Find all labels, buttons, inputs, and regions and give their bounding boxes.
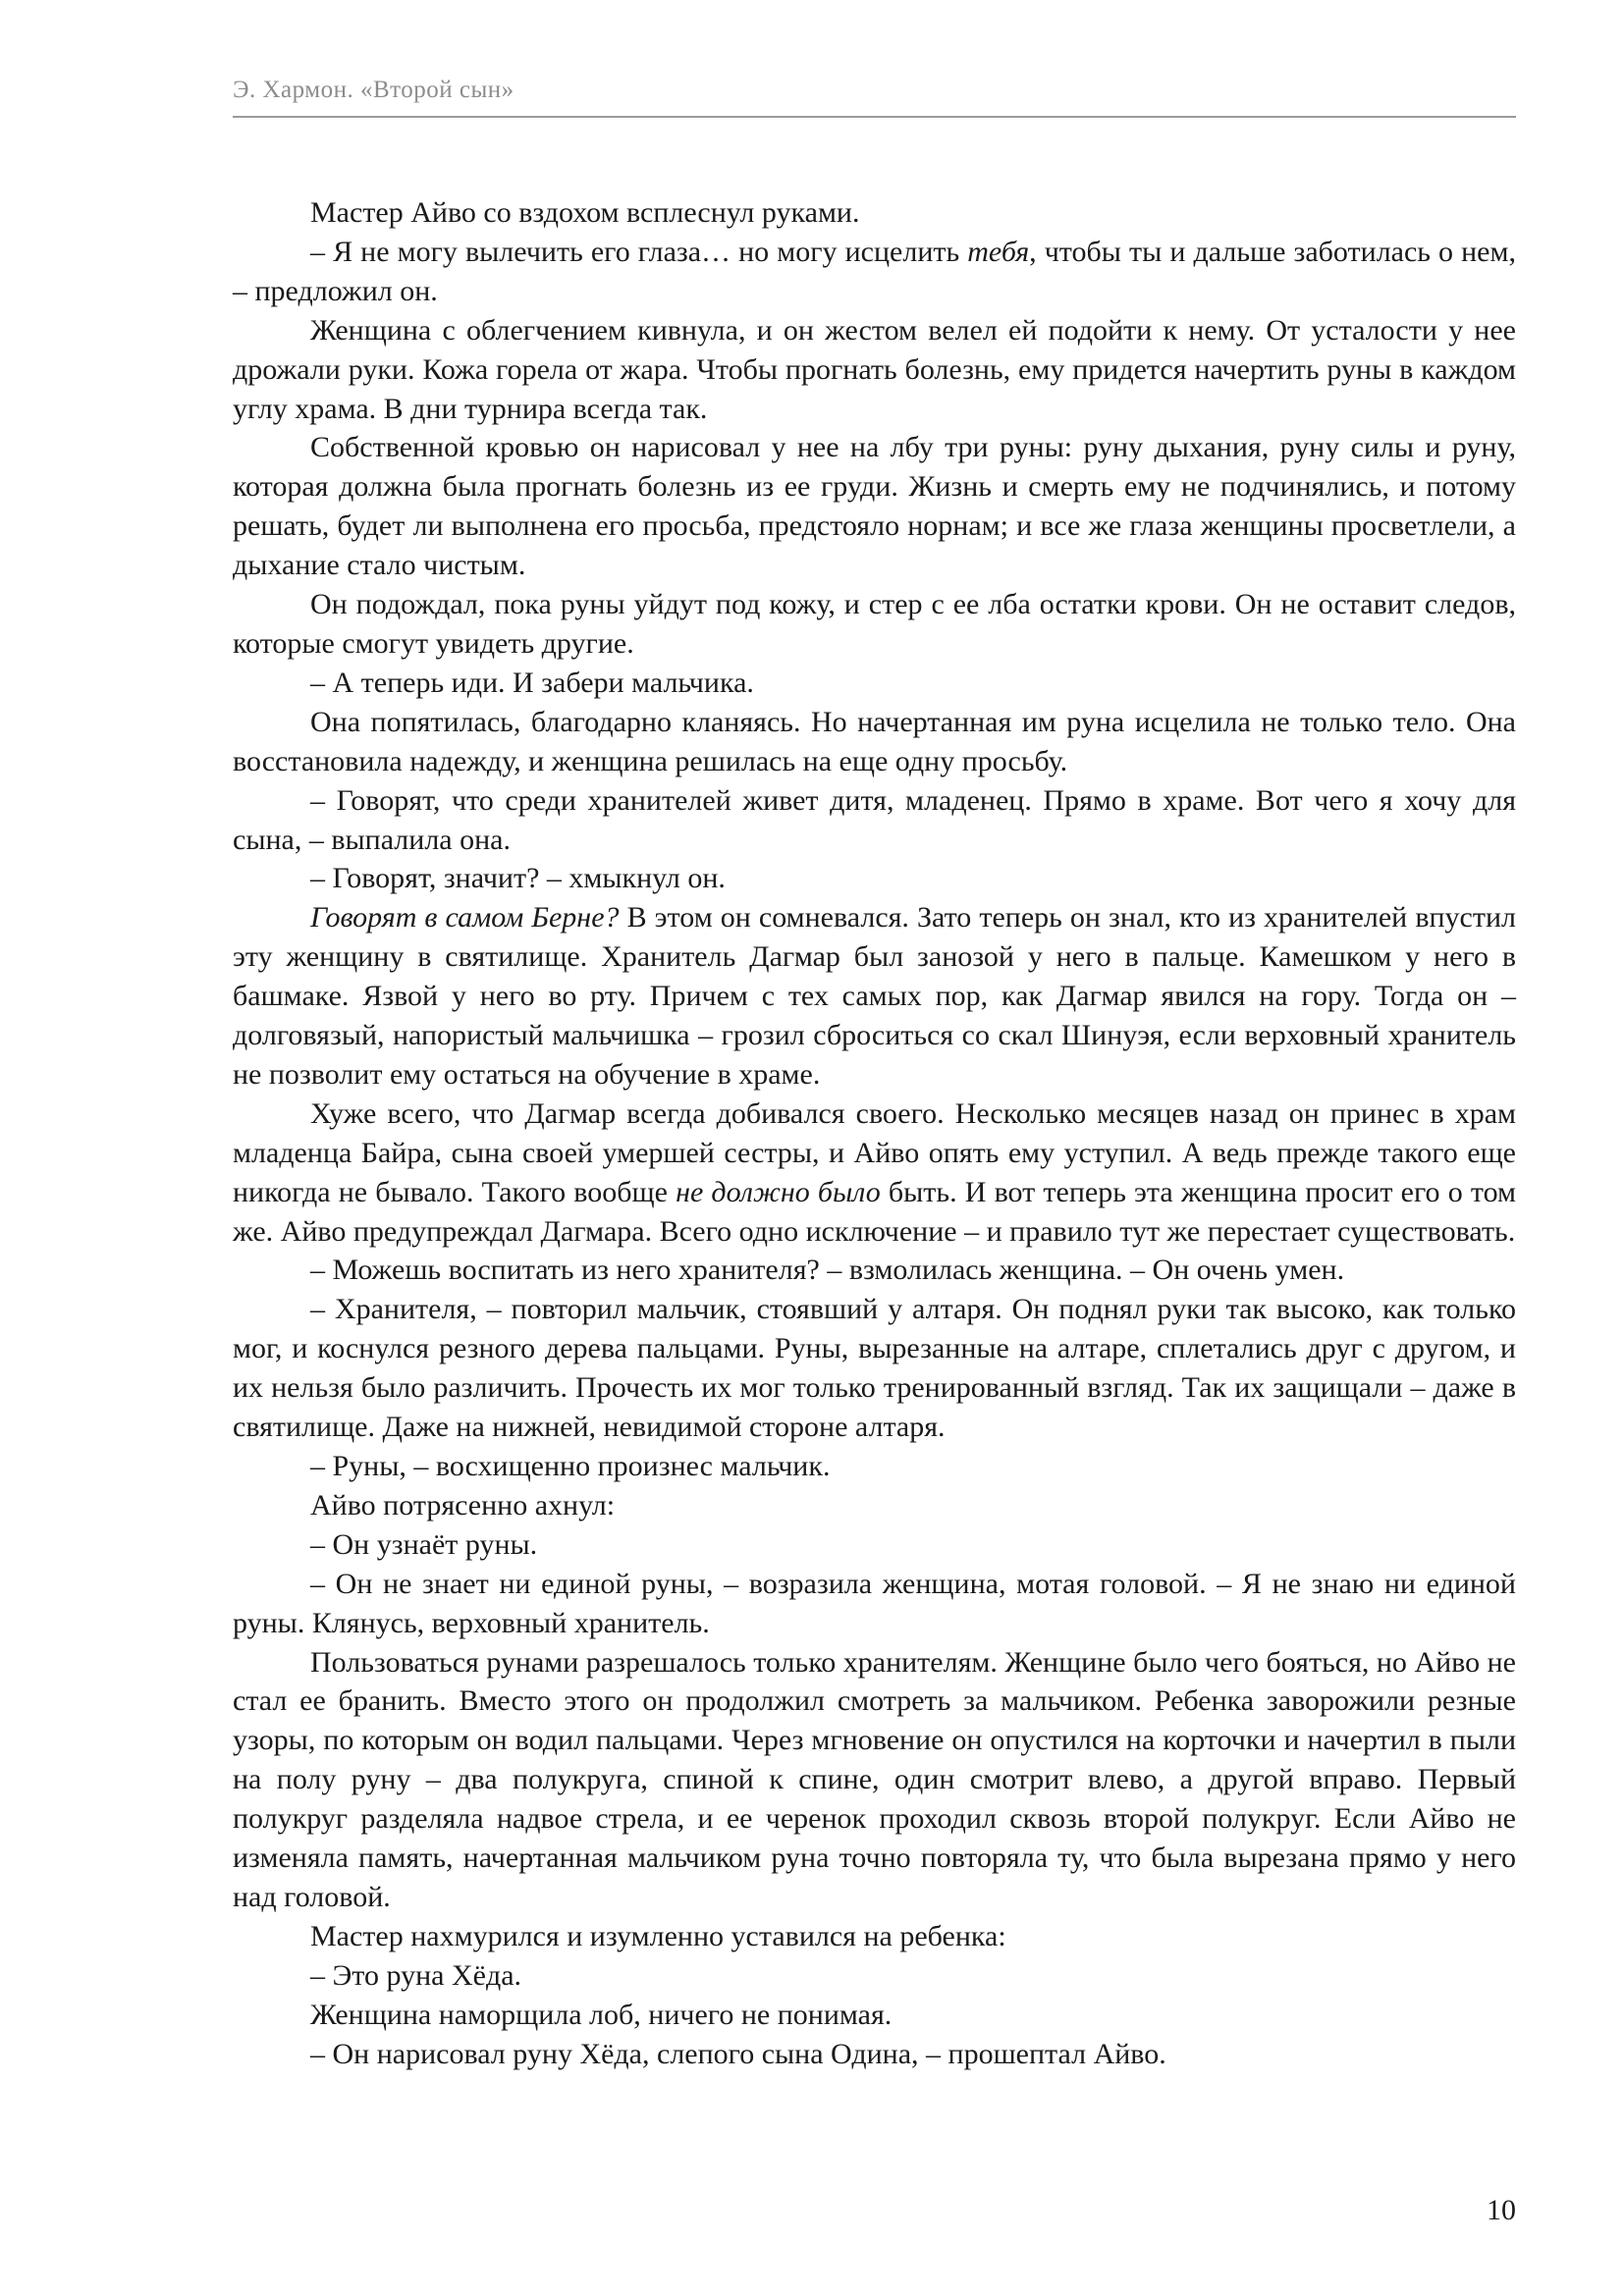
text-run: Айво потрясенно ахнул: — [310, 1488, 616, 1522]
italic-run: Говорят в самом Берне? — [310, 901, 620, 934]
paragraph — [233, 898, 1516, 1095]
text-run: Он подождал, пока руны уйдут под кожу, и стер с ее лба остатки крови. Он не оставит следов, которые смогут увидеть другие. — [233, 588, 1516, 660]
paragraph — [233, 1525, 1516, 1565]
text-run: Пользоваться рунами разрешалось только хранителям. Женщине было чего бояться, но Айво не стал ее бранить. Вместо этого он продолжил смотреть за мальчиком. Ребенка заворожили резные узоры, по которым он водил пальцами. Через мгновение он опустился на корточки и начертил в пыли на полу руну – два полукруга, спиной к спине, один смотрит влево, а другой вправо. Первый полукруг разделяла надвое стрела, и ее черенок проходил сквозь второй полукруг. Если Айво не изменяла память, начертанная мальчиком руна точно повторяла ту, что была вырезана прямо у него над головой. — [233, 1645, 1516, 1913]
text-run: – Это руна Хёда. — [310, 1958, 522, 1992]
paragraph — [233, 2035, 1516, 2074]
paragraph — [233, 781, 1516, 860]
paragraph — [233, 1095, 1516, 1252]
paragraph — [233, 1447, 1516, 1486]
paragraph — [233, 1251, 1516, 1290]
paragraph — [233, 1917, 1516, 1956]
text-run: – Говорят, что среди хранителей живет дитя, младенец. Прямо в храме. Вот чего я хочу для сына, – выпалила она. — [233, 783, 1516, 856]
paragraph — [233, 1996, 1516, 2035]
text-run: – Он нарисовал руну Хёда, слепого сына Одина, – прошептал Айво. — [310, 2037, 1166, 2070]
paragraph — [233, 1290, 1516, 1447]
text-run: – А теперь иди. И забери мальчика. — [310, 666, 754, 699]
paragraph — [233, 859, 1516, 898]
running-head: Э. Хармон. «Второй сын» — [233, 77, 514, 103]
text-run: – Хранителя, – повторил мальчик, стоявший у алтаря. Он поднял руки так высоко, как только мог, и коснулся резного дерева пальцами. Руны, вырезанные на алтаре, сплетались друг с другом, и их нельзя было различить. Прочесть их мог только тренированный взгляд. Так их защищали – даже в святилище. Даже на нижней, невидимой стороне алтаря. — [233, 1293, 1516, 1444]
text-run: Собственной кровью он нарисовал у нее на лбу три руны: руну дыхания, руну силы и руну, которая должна была прогнать болезнь из ее груди. Жизнь и смерть ему не подчинялись, и потому решать, будет ли выполнена его просьба, предстояло норнам; и все же глаза женщины просветлели, а дыхание стало чистым. — [233, 431, 1516, 582]
text-run: – Он не знает ни единой руны, – возразила женщина, мотая головой. – Я не знаю ни единой руны. Клянусь, верховный хранитель. — [233, 1567, 1516, 1639]
paragraph — [233, 585, 1516, 664]
text-run: Женщина с облегчением кивнула, и он жестом велел ей подойти к нему. От усталости у нее дрожали руки. Кожа горела от жара. Чтобы прогнать болезнь, ему придется начертить руны в каждом углу храма. В дни турнира всегда так. — [233, 313, 1516, 425]
text-run: Она попятилась, благодарно кланяясь. Но начертанная им руна исцелила не только тело. Она восстановила надежду, и женщина решилась на еще одну просьбу. — [233, 705, 1516, 777]
text-run: , чтобы ты и дальше заботилась о нем, – предложил он. — [233, 235, 1516, 307]
paragraph — [233, 233, 1516, 311]
paragraph — [233, 193, 1516, 233]
paragraph — [233, 311, 1516, 429]
text-run: Хуже всего, что Дагмар всегда добивался своего. Несколько месяцев назад он принес в храм младенца Байра, сына своей умершей сестры, и Айво опять ему уступил. А ведь прежде такого еще никогда не бывало. Такого вообще — [233, 1096, 1516, 1208]
paragraph — [233, 1565, 1516, 1643]
italic-run: не должно было — [676, 1175, 881, 1208]
paragraph — [233, 1486, 1516, 1525]
text-run: – Говорят, значит? – хмыкнул он. — [310, 862, 726, 895]
text-run: – Я не могу вылечить его глаза… но могу исцелить — [310, 235, 968, 268]
body-text — [233, 193, 1516, 2074]
text-run: Мастер нахмурился и изумленно уставился на ребенка: — [310, 1919, 1006, 1952]
paragraph — [233, 1956, 1516, 1996]
text-run: В этом он сомневался. Зато теперь он знал, кто из хранителей впустил эту женщину в святилище. Хранитель Дагмар был занозой у него в пальце. Камешком у него в башмаке. Язвой у него во рту. Причем с тех самых пор, как Дагмар явился на гору. Тогда он – долговязый, напористый мальчишка – грозил сброситься со скал Шинуэя, если верховный хранитель не позволит ему остаться на обучение в храме. — [233, 901, 1516, 1091]
text-run: – Руны, – восхищенно произнес мальчик. — [310, 1450, 831, 1482]
italic-run: тебя — [967, 235, 1030, 268]
paragraph — [233, 1643, 1516, 1917]
text-run: – Он узнаёт руны. — [310, 1527, 538, 1561]
page-number: 10 — [1487, 2194, 1516, 2226]
paragraph — [233, 428, 1516, 585]
text-run: Мастер Айво со вздохом всплеснул руками. — [310, 196, 860, 229]
text-run: – Можешь воспитать из него хранителя? – взмолилась женщина. – Он очень умен. — [310, 1254, 1345, 1287]
text-run: Женщина наморщила лоб, ничего не понимая. — [310, 1998, 893, 2031]
paragraph — [233, 703, 1516, 781]
text-run: быть. И вот теперь эта женщина просит его о том же. Айво предупреждал Дагмара. Всего одно исключение – и правило тут же перестает существовать. — [233, 1175, 1516, 1248]
header-divider — [233, 116, 1516, 118]
paragraph — [233, 664, 1516, 703]
